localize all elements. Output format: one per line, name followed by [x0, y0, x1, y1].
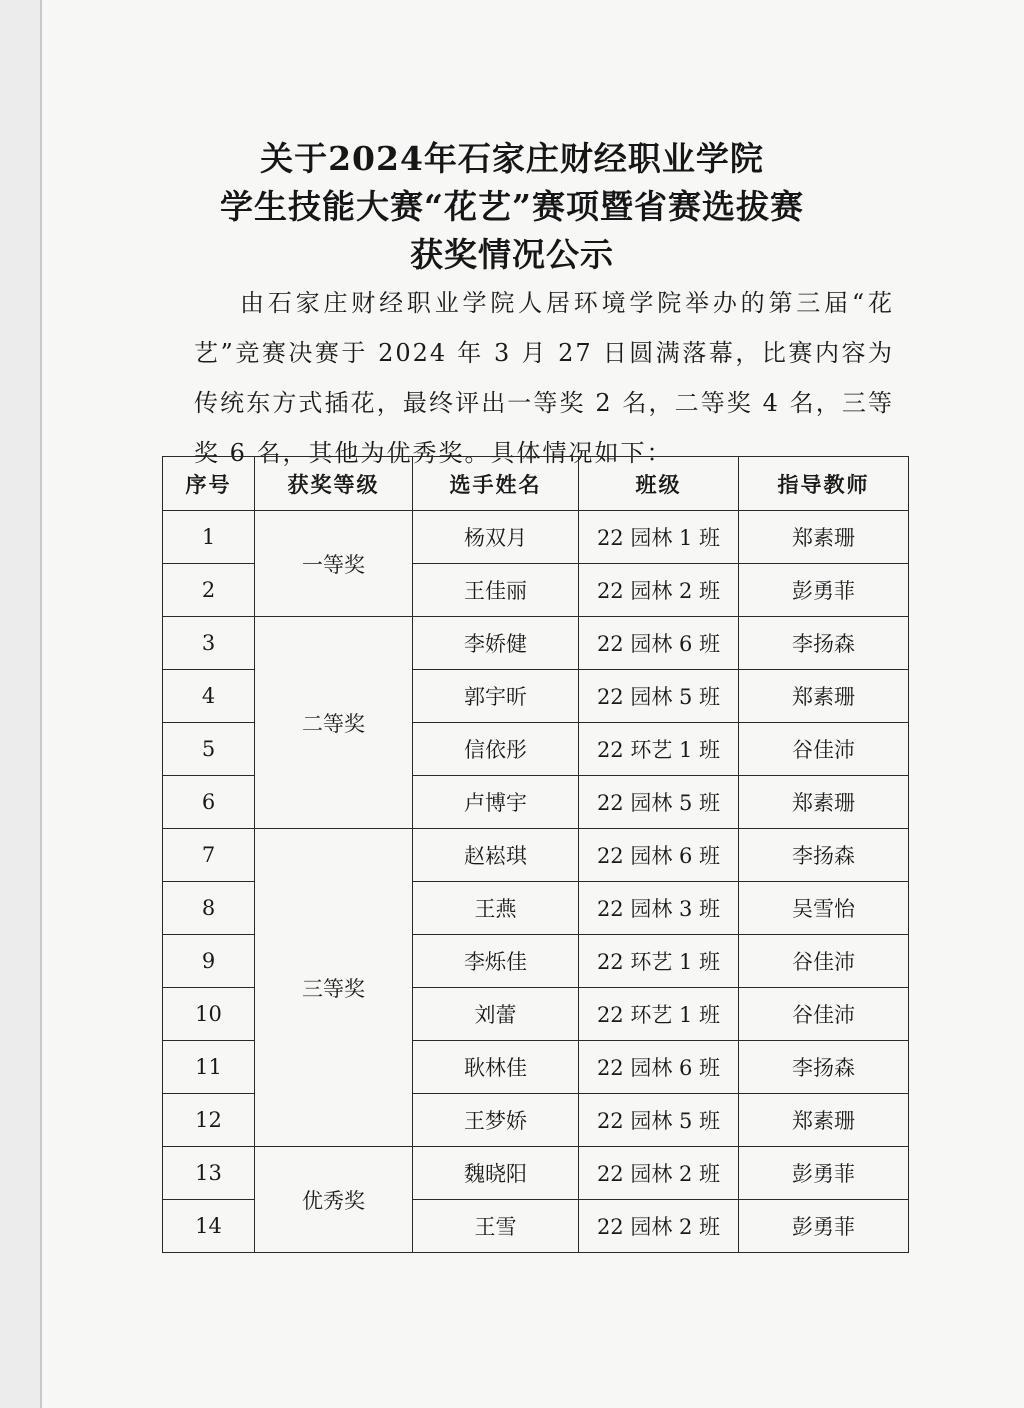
cell-student-name: 杨双月: [413, 511, 579, 564]
cell-instructor: 彭勇菲: [739, 564, 909, 617]
cell-number: 13: [163, 1147, 255, 1200]
cell-class: 22 园林 3 班: [579, 882, 739, 935]
cell-class: 22 园林 6 班: [579, 617, 739, 670]
cell-number: 8: [163, 882, 255, 935]
cell-instructor: 李扬森: [739, 829, 909, 882]
cell-student-name: 王梦娇: [413, 1094, 579, 1147]
cell-student-name: 耿林佳: [413, 1041, 579, 1094]
cell-student-name: 郭宇昕: [413, 670, 579, 723]
title-line-2: 学生技能大赛“花艺”赛项暨省赛选拔赛: [220, 187, 804, 226]
cell-number: 3: [163, 617, 255, 670]
cell-award-level: 三等奖: [255, 829, 413, 1147]
cell-number: 6: [163, 776, 255, 829]
cell-instructor: 吴雪怡: [739, 882, 909, 935]
cell-student-name: 王燕: [413, 882, 579, 935]
cell-student-name: 王佳丽: [413, 564, 579, 617]
cell-class: 22 环艺 1 班: [579, 988, 739, 1041]
cell-number: 5: [163, 723, 255, 776]
cell-number: 14: [163, 1200, 255, 1253]
cell-class: 22 园林 6 班: [579, 1041, 739, 1094]
cell-number: 2: [163, 564, 255, 617]
header-instructor: 指导教师: [739, 457, 909, 511]
title-line-3: 获奖情况公示: [410, 235, 614, 274]
cell-number: 9: [163, 935, 255, 988]
cell-class: 22 园林 2 班: [579, 1200, 739, 1253]
cell-instructor: 郑素珊: [739, 776, 909, 829]
cell-student-name: 卢博宇: [413, 776, 579, 829]
cell-instructor: 谷佳沛: [739, 723, 909, 776]
cell-student-name: 刘蕾: [413, 988, 579, 1041]
cell-student-name: 赵崧琪: [413, 829, 579, 882]
cell-number: 12: [163, 1094, 255, 1147]
cell-instructor: 谷佳沛: [739, 988, 909, 1041]
cell-class: 22 园林 5 班: [579, 1094, 739, 1147]
table-row: [163, 829, 909, 882]
cell-award-level: 一等奖: [255, 511, 413, 617]
cell-instructor: 郑素珊: [739, 511, 909, 564]
cell-class: 22 园林 2 班: [579, 564, 739, 617]
cell-student-name: 李娇健: [413, 617, 579, 670]
cell-number: 4: [163, 670, 255, 723]
header-award-level: 获奖等级: [255, 457, 413, 511]
cell-number: 11: [163, 1041, 255, 1094]
cell-instructor: 郑素珊: [739, 1094, 909, 1147]
cell-award-level: 优秀奖: [255, 1147, 413, 1253]
cell-instructor: 彭勇菲: [739, 1147, 909, 1200]
table-row: [163, 617, 909, 670]
cell-award-level: 二等奖: [255, 617, 413, 829]
header-number: 序号: [163, 457, 255, 511]
cell-class: 22 园林 1 班: [579, 511, 739, 564]
cell-instructor: 彭勇菲: [739, 1200, 909, 1253]
intro-paragraph: 由石家庄财经职业学院人居环境学院举办的第三届“花艺”竞赛决赛于 2024 年 3 月 27 日圆满落幕，比赛内容为传统东方式插花，最终评出一等奖 2 名，二等奖 4 名，三等奖 6 名，其他为优秀奖。具体情况如下：: [194, 289, 894, 467]
table-row: [163, 511, 909, 564]
cell-student-name: 李烁佳: [413, 935, 579, 988]
cell-class: 22 园林 6 班: [579, 829, 739, 882]
cell-class: 22 园林 5 班: [579, 670, 739, 723]
cell-class: 22 环艺 1 班: [579, 935, 739, 988]
cell-number: 7: [163, 829, 255, 882]
title-line-1: 关于2024年石家庄财经职业学院: [260, 139, 764, 178]
cell-instructor: 李扬森: [739, 1041, 909, 1094]
cell-number: 1: [163, 511, 255, 564]
cell-class: 22 园林 5 班: [579, 776, 739, 829]
awards-table: [162, 456, 909, 1253]
cell-instructor: 郑素珊: [739, 670, 909, 723]
header-class: 班级: [579, 457, 739, 511]
cell-class: 22 园林 2 班: [579, 1147, 739, 1200]
cell-student-name: 信依彤: [413, 723, 579, 776]
cell-student-name: 王雪: [413, 1200, 579, 1253]
cell-number: 10: [163, 988, 255, 1041]
cell-class: 22 环艺 1 班: [579, 723, 739, 776]
table-header-row: [163, 457, 909, 511]
header-student-name: 选手姓名: [413, 457, 579, 511]
cell-instructor: 谷佳沛: [739, 935, 909, 988]
table-row: [163, 1147, 909, 1200]
cell-instructor: 李扬森: [739, 617, 909, 670]
cell-student-name: 魏晓阳: [413, 1147, 579, 1200]
